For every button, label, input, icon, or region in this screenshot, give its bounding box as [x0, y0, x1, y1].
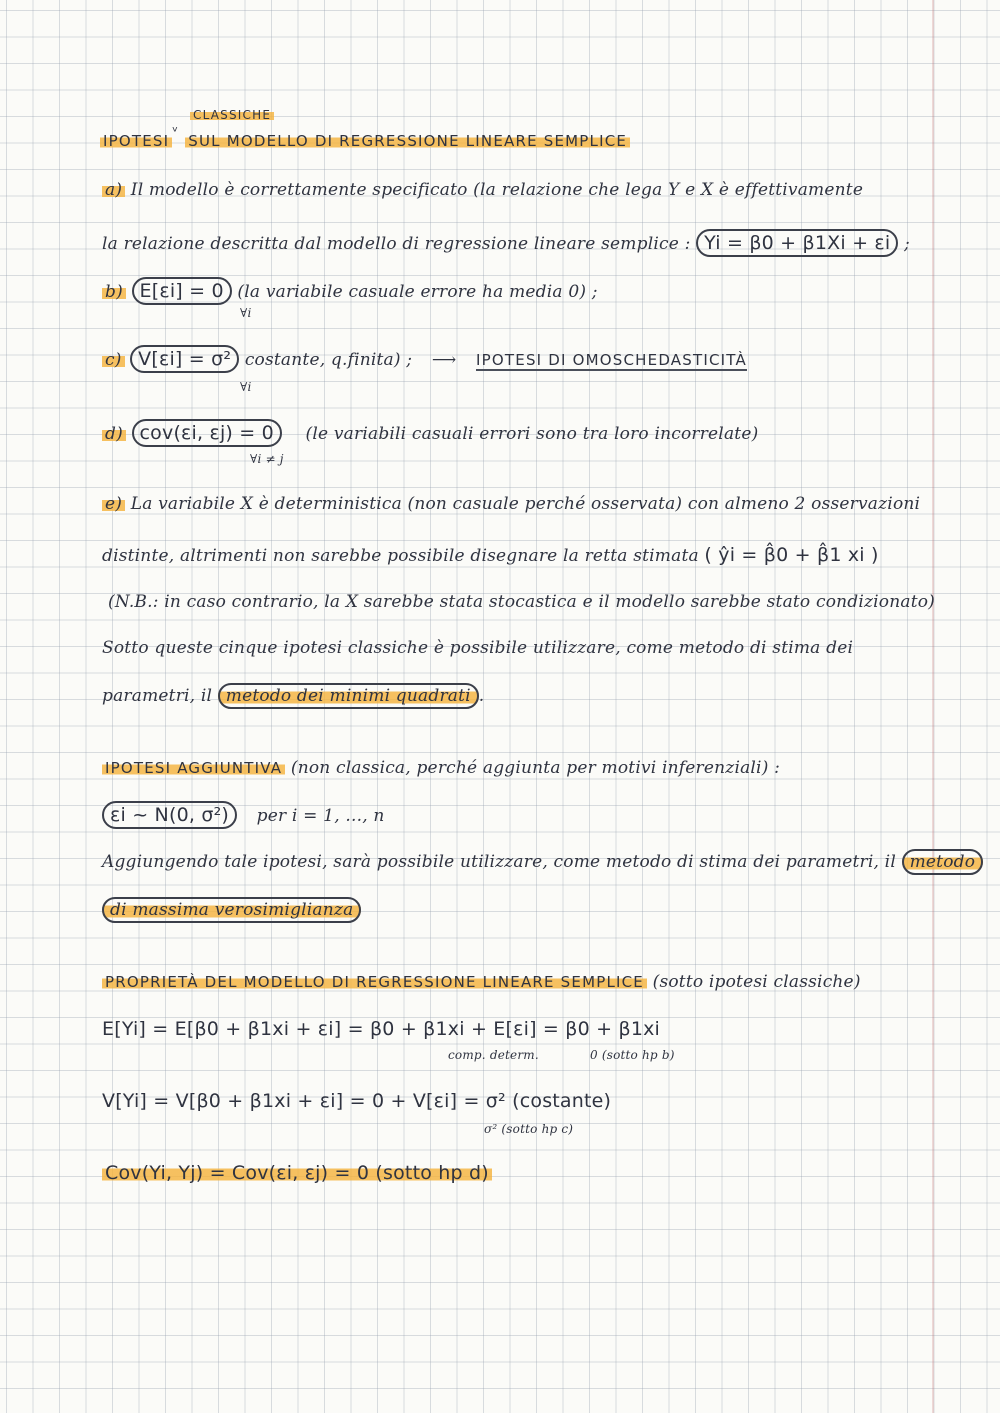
conclusion-line2: parametri, il metodo dei minimi quadrati .: [102, 686, 484, 706]
expectation-note2: 0 (sotto hp b): [590, 1048, 675, 1062]
properties-header: PROPRIETÀ DEL MODELLO DI REGRESSIONE LINEARE SEMPLICE (sotto ipotesi classiche): [102, 972, 861, 992]
page-title: IPOTESI ᵛ SUL MODELLO DI REGRESSIONE LINEARE SEMPLICE: [100, 132, 630, 150]
hyp-e-line1: e) La variabile X è deterministica (non casuale perché osservata) con almeno 2 osservazioni: [102, 494, 920, 514]
hyp-a-line2: la relazione descritta dal modello di regressione lineare semplice : Yi = β0 + β1Xi + εi ;: [102, 232, 910, 254]
hyp-b-formula: E[εi] = 0: [132, 277, 232, 305]
model-formula: Yi = β0 + β1Xi + εi: [696, 229, 898, 257]
hyp-d-label: d): [102, 424, 126, 444]
fitted-line-formula: ( ŷi = β̂0 + β̂1 xi ): [704, 544, 879, 566]
additional-hyp: IPOTESI AGGIUNTIVA (non classica, perché aggiunta per motivi inferenziali) :: [102, 758, 780, 778]
omoschedasticita: IPOTESI DI OMOSCHEDASTICITÀ: [476, 351, 747, 369]
normal-formula: εi ~ N(0, σ²): [102, 801, 237, 829]
title-rest: SUL MODELLO DI REGRESSIONE LINEARE SEMPLICE: [185, 132, 630, 150]
hyp-c-label: c): [102, 350, 125, 370]
covariance-line: Cov(Yi, Yj) = Cov(εi, εj) = 0 (sotto hp d): [102, 1162, 492, 1184]
additional-title: IPOTESI AGGIUNTIVA: [102, 759, 285, 777]
expectation-note1: comp. determ.: [448, 1048, 539, 1062]
hyp-b-label: b): [102, 282, 126, 302]
hyp-d-sub: ∀i ≠ j: [250, 452, 284, 466]
hyp-e-label: e): [102, 494, 125, 514]
arrow-icon: ⟶: [431, 350, 457, 370]
properties-title: PROPRIETÀ DEL MODELLO DI REGRESSIONE LINEARE SEMPLICE: [102, 973, 647, 991]
hyp-a-label: a): [102, 180, 125, 200]
hyp-c-formula: V[εi] = σ²: [130, 345, 239, 373]
additional-line1: Aggiungendo tale ipotesi, sarà possibile utilizzare, come metodo di stima dei parametri, il metodo: [102, 852, 983, 872]
margin-line: [932, 0, 934, 1413]
hyp-b: b) E[εi] = 0 (la variabile casuale errore ha media 0) ;: [102, 280, 598, 302]
hyp-b-sub: ∀i: [240, 306, 252, 320]
least-squares-method: metodo dei minimi quadrati: [218, 683, 479, 709]
title-word-ipotesi: IPOTESI: [100, 132, 172, 150]
hyp-d: d) cov(εi, εj) = 0 (le variabili casuali errori sono tra loro incorrelate): [102, 422, 758, 444]
expectation-line: E[Yi] = E[β0 + β1xi + εi] = β0 + β1xi + E[εi] = β0 + β1xi: [102, 1018, 661, 1040]
hyp-e-line2: distinte, altrimenti non sarebbe possibile disegnare la retta stimata ( ŷi = β̂0 + β̂1 xi ): [102, 544, 879, 566]
hyp-d-formula: cov(εi, εj) = 0: [132, 419, 282, 447]
variance-note: σ² (sotto hp c): [484, 1122, 574, 1136]
title-insert: CLASSICHE: [190, 108, 274, 122]
hyp-c-sub: ∀i: [240, 380, 252, 394]
hyp-a-line1: a) Il modello è correttamente specificato (la relazione che lega Y e X è effettivamente: [102, 180, 863, 200]
variance-line: V[Yi] = V[β0 + β1xi + εi] = 0 + V[εi] = σ² (costante): [102, 1090, 612, 1112]
nb-note: (N.B.: in caso contrario, la X sarebbe stata stocastica e il modello sarebbe stato condizionato): [108, 592, 936, 612]
conclusion-line1: Sotto queste cinque ipotesi classiche è possibile utilizzare, come metodo di stima dei: [102, 638, 854, 658]
ml-method-part1: metodo: [902, 849, 984, 875]
hyp-c: c) V[εi] = σ² costante, q.finita) ; ⟶ IPOTESI DI OMOSCHEDASTICITÀ: [102, 348, 747, 370]
normal-error: εi ~ N(0, σ²) per i = 1, ..., n: [102, 804, 385, 826]
additional-line2: [102, 900, 361, 920]
ml-method-part2: di massima verosimiglianza: [102, 897, 361, 923]
